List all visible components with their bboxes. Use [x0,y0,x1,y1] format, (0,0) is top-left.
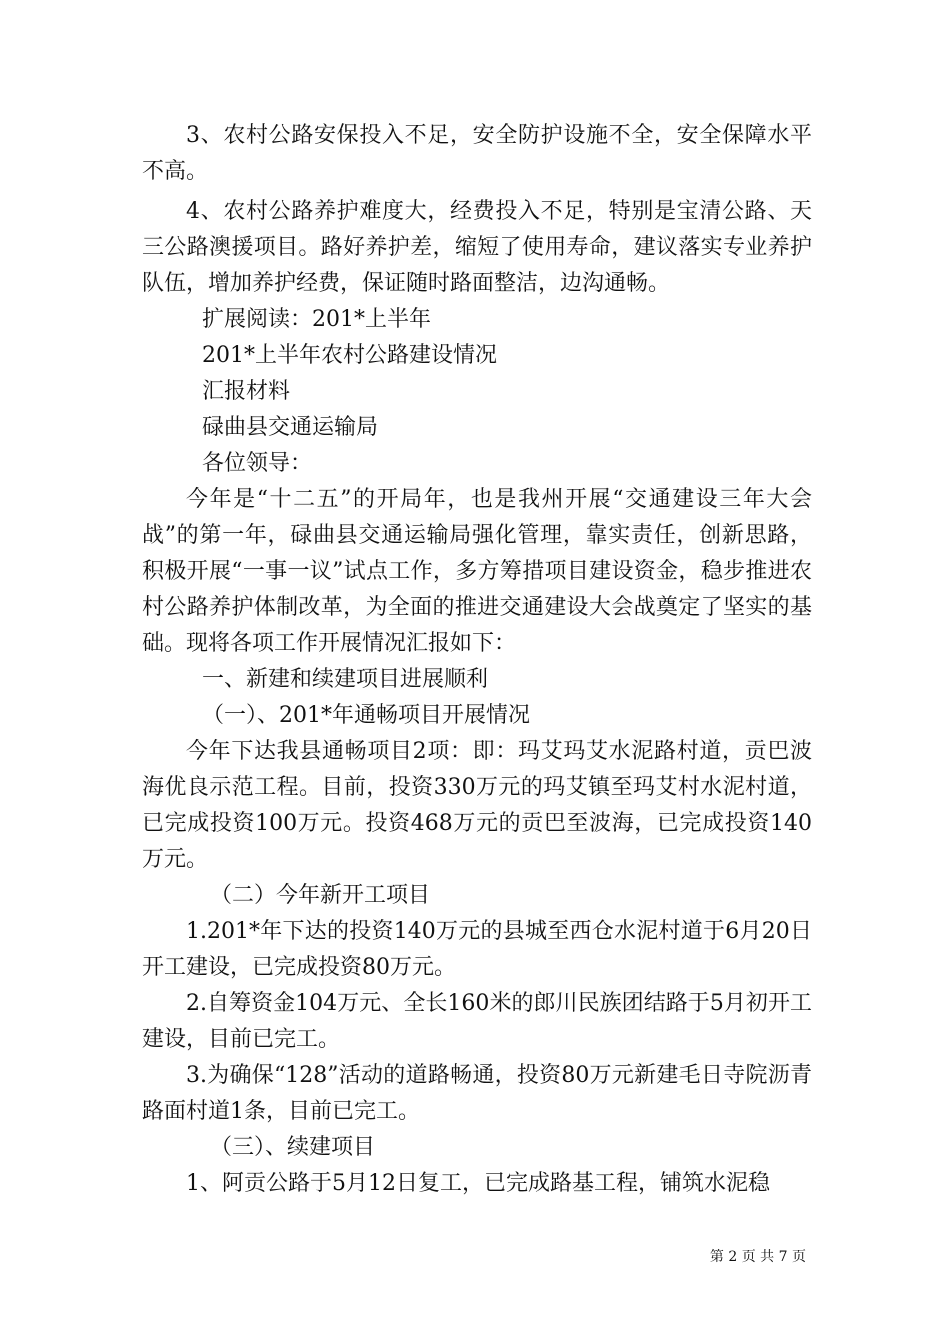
paragraph-safety: 3、农村公路安保投入不足，安全防护设施不全，安全保障水平不高。 [142,123,812,184]
paragraph-smooth-projects: 今年下达我县通畅项目2项：即：玛艾玛艾水泥路村道，贡巴波海优良示范工程。目前，投资330万元的玛艾镇至玛艾村水泥村道，已完成投资100万元。投资468万元的贡巴至波海，已完成投资140万元。 [142,739,812,872]
section-heading-1: 一、新建和续建项目进展顺利 [202,667,489,692]
paragraph-intro: 今年是“十二五”的开局年，也是我州开展“交通建设三年大会战”的第一年，碌曲县交通运输局强化管理，靠实责任，创新思路，积极开展“一事一议”试点工作，多方筹措项目建设资金，稳步推进农村公路养护体制改革，为全面的推进交通建设大会战奠定了坚实的基础。现将各项工作开展情况汇报如下： [142,487,812,656]
report-author: 碌曲县交通运输局 [202,415,379,440]
page-indicator: 第 2 页 共 7 页 [709,1249,806,1265]
extended-reading-label: 扩展阅读：201*上半年 [202,307,431,332]
report-subtitle: 汇报材料 [202,379,291,404]
paragraph-new-project-1: 1.201*年下达的投资140万元的县城至西仓水泥村道于6月20日开工建设，已完成投资80万元。 [142,919,812,980]
subsection-heading-3: （三）、续建项目 [210,1135,376,1160]
paragraph-new-project-2: 2.自筹资金104万元、全长160米的郎川民族团结路于5月初开工建设，目前已完工。 [142,991,812,1052]
report-title: 201*上半年农村公路建设情况 [202,343,497,368]
salutation: 各位领导： [202,451,313,476]
paragraph-maintenance: 4、农村公路养护难度大，经费投入不足，特别是宝清公路、天三公路澳援项目。路好养护差，缩短了使用寿命，建议落实专业养护队伍，增加养护经费，保证随时路面整洁，边沟通畅。 [142,199,812,296]
paragraph-new-project-3: 3.为确保“128”活动的道路畅通，投资80万元新建毛日寺院沥青路面村道1条，目前已完工。 [142,1063,812,1124]
subsection-heading-1: （一）、201*年通畅项目开展情况 [202,703,530,728]
document-body [142,118,812,1202]
paragraph-continued-project-1: 1、阿贡公路于5月12日复工，已完成路基工程，铺筑水泥稳 [186,1171,770,1196]
subsection-heading-2: （二）今年新开工项目 [210,883,431,908]
